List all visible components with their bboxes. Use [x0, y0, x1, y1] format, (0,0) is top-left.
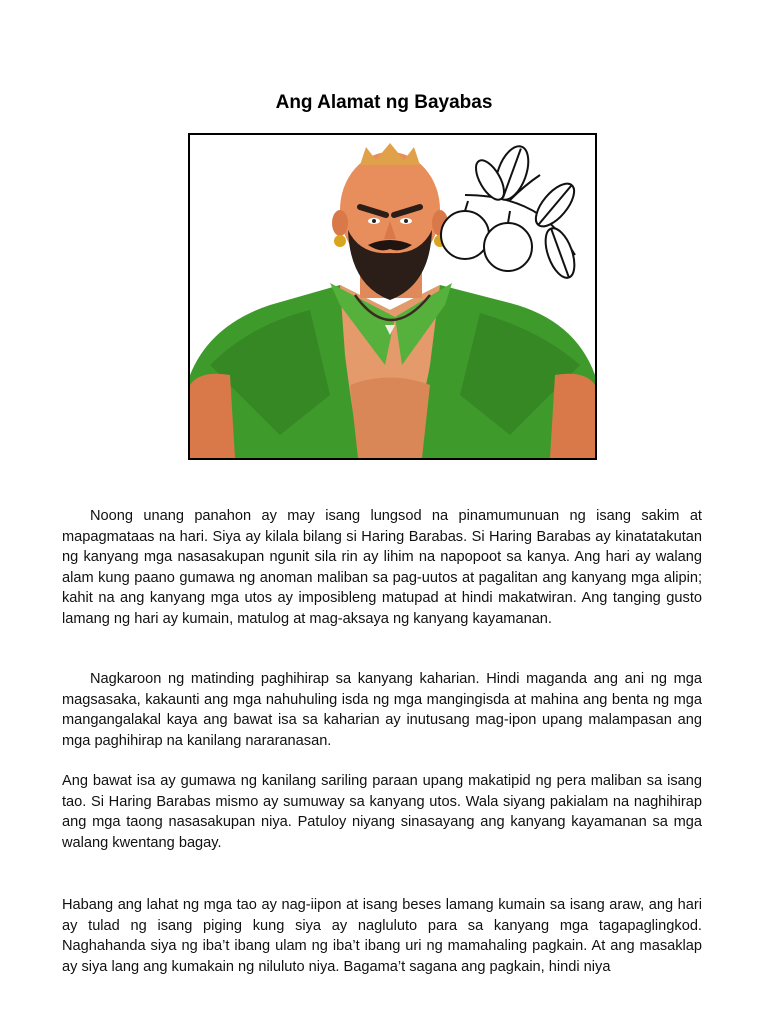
story-illustration [188, 133, 597, 460]
king-illustration-icon [190, 135, 595, 458]
paragraph-3: Ang bawat isa ay gumawa ng kanilang sariling paraan upang makatipid ng pera maliban sa isang tao. Si Haring Barabas mismo ay sumuway sa kanyang utos. Wala siyang pakialam na naghihirap ang mga taong nasasakupan niya. Patuloy niyang sinasayang ang kanyang kayamanan sa mga walang kwentang bagay. [62, 773, 702, 851]
document-title: Ang Alamat ng Bayabas [275, 92, 493, 113]
paragraph-4: Habang ang lahat ng mga tao ay nag-iipon at isang beses lamang kumain sa isang araw, ang hari ay tulad ng isang piging kung siya ay nagluluto para sa kanyang mga tagapaglingkod. Naghahanda siya ng iba’t ibang ulam ng iba’t ibang uri ng mamahaling pagkain. At ang masaklap ay siya lang ang kumakain ng niluluto niya. Bagama’t sagana ang pagkain, hindi niya [62, 897, 702, 975]
guava-branch-icon [441, 142, 581, 282]
paragraph-1: Noong unang panahon ay may isang lungsod na pinamumunuan ng isang sakim at mapagmataas na hari. Siya ay kilala bilang si Haring Barabas. Si Haring Barabas ay kinatatakutan ng kanyang mga nasasakupan ngunit sila rin ay lihim na napopoot sa kanya. Ang hari ay walang alam kung paano gumawa ng anoman maliban sa pag-uutos at pagalitan ang kanyang mga alipin; kahit na ang kanyang mga utos ay imposibleng matupad at hindi makatwiran. Ang tanging gusto lamang ng hari ay kumain, matulog at mag-aksaya ng kanyang kayamanan. [62, 508, 702, 627]
paragraph-2: Nagkaroon ng matinding paghihirap sa kanyang kaharian. Hindi maganda ang ani ng mga magsasaka, kakaunti ang mga nahuhuling isda ng mga mangingisda at mahina ang benta ng mga mangangalakal kaya ang bawat isa sa kaharian ay inutusang mag-ipon upang malampasan ang mga paghihirap na kanilang nararanasan. [62, 671, 702, 749]
